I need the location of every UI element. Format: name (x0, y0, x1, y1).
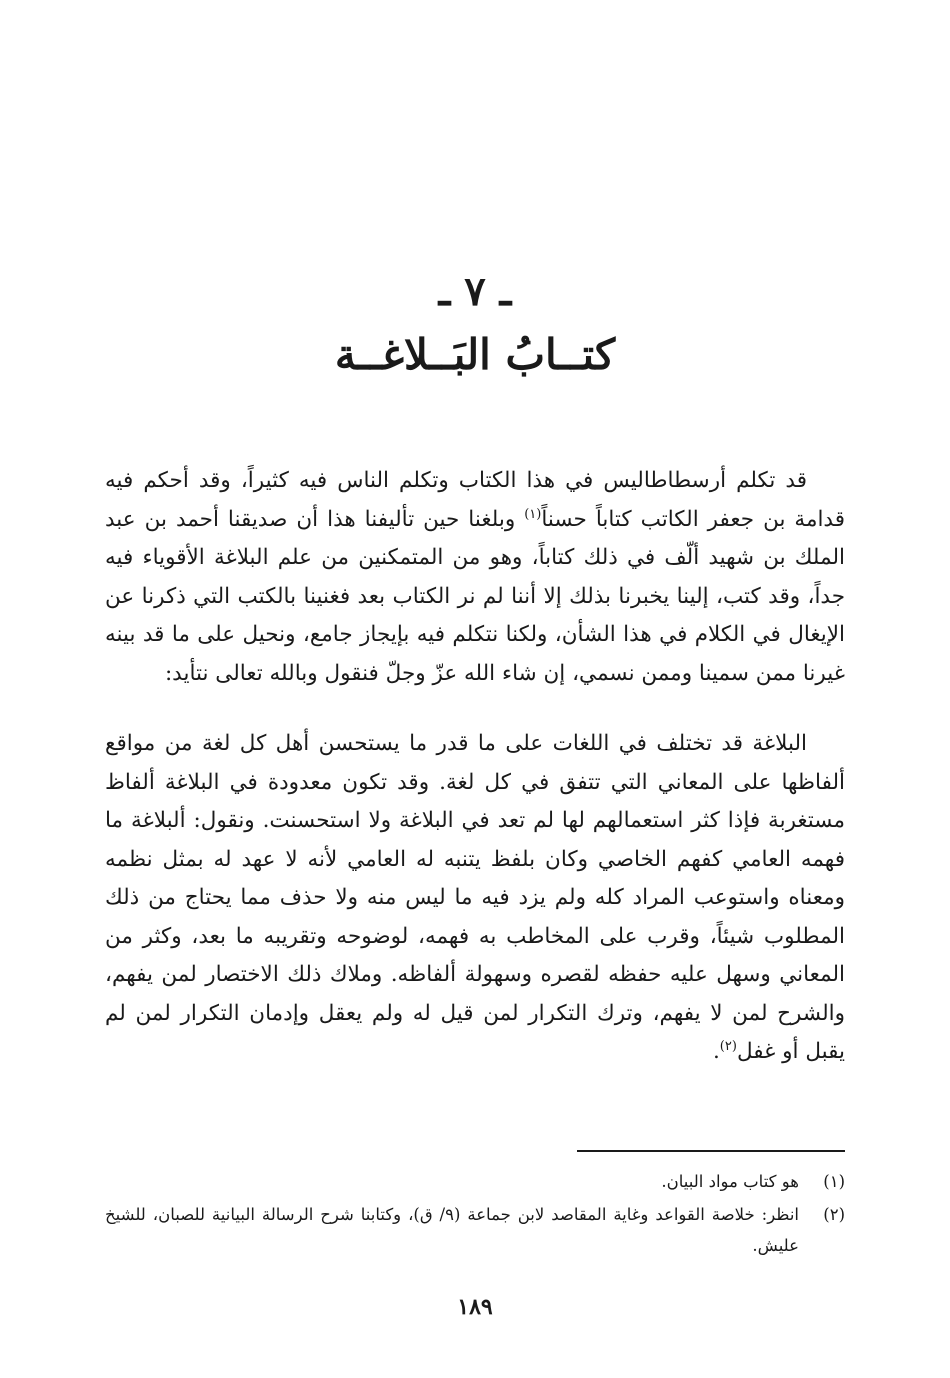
page-number: ١٨٩ (457, 1294, 493, 1320)
paragraph-2-text-a: البلاغة قد تختلف في اللغات على ما قدر ما يستحسن أهل كل لغة من مواقع ألفاظها على المعاني التي تتفق في كل لغة. وقد تكون معدودة في البلاغة ألفاظ مستغربة فإذا كثر استعمالهم لها لم تعد في البلاغة ولا استحسنت. ونقول: ألبلاغة ما فهمه العامي كفهم الخاصي وكان بلفظ يتنبه له العامي لأنه لا عهد له بمثل نظمه ومعناه واستوعب المراد كله ولم يزد فيه ما ليس منه ولا حذف مما يحتاج من ذلك المطلوب شيئاً، وقرب على المخاطب به فهمه، لوضوحه وتقريبه ما بعد، وكثر من المعاني وسهل عليه حفظه لقصره وسهولة ألفاظه. وملاك ذلك الاختصار لمن يفهم، والشرح لمن لا يفهم، وترك التكرار لمن قيل له ولم يعقل وإدمان التكرار لمن لم يقبل أو غفل (105, 731, 845, 1064)
footnote-2-text: انظر: خلاصة القواعد وغاية المقاصد لابن جماعة (٩/ ق)، وكتابنا شرح الرسالة البيانية للصبان، للشيخ عليش. (105, 1205, 800, 1255)
footnote-ref-2: (٢) (719, 1038, 737, 1054)
footnote-1-text: هو كتاب مواد البيان. (661, 1172, 799, 1191)
footnote-2-marker: (٢) (823, 1205, 846, 1224)
chapter-title: كتــابُ البَــلاغــة (334, 330, 616, 379)
footnote-1-marker: (١) (823, 1172, 845, 1191)
footnote-ref-1: (١) (524, 506, 542, 522)
paragraph-1-text-a: قد تكلم أرسطاطاليس في هذا الكتاب وتكلم الناس فيه كثيراً، وقد أحكم فيه قدامة بن جعفر الكاتب كتاباً حسناً (105, 468, 846, 532)
paragraph-1-text-b: وبلغنا حين تأليفنا هذا أن صديقنا أحمد بن عبد الملك بن شهيد ألّف في ذلك كتاباً، وهو من المتمكنين من علم البلاغة الأقوياء فيه جداً، وقد كتب، إلينا يخبرنا بذلك إلا أننا لم نر الكتاب بعد فغنينا بالكتب التي ذكرنا عن الإيغال في الكلام في هذا الشأن، ولكنا نتكلم فيه بإيجاز جامع، ونحيل على ما قد بينه غيرنا ممن سمينا وممن نسمي، إن شاء الله عزّ وجلّ فنقول وبالله تعالى نتأيد: (105, 506, 845, 686)
footnote-divider (577, 1150, 845, 1152)
footnote-2 (105, 1199, 845, 1261)
footnotes (105, 1166, 845, 1261)
paragraph-2 (105, 725, 845, 1072)
paragraph-1 (105, 462, 845, 693)
chapter-number: ـ ٧ ـ (438, 268, 512, 315)
main-text (105, 462, 845, 1072)
footnote-1 (105, 1166, 845, 1197)
paragraph-2-text-b: . (712, 1039, 720, 1064)
